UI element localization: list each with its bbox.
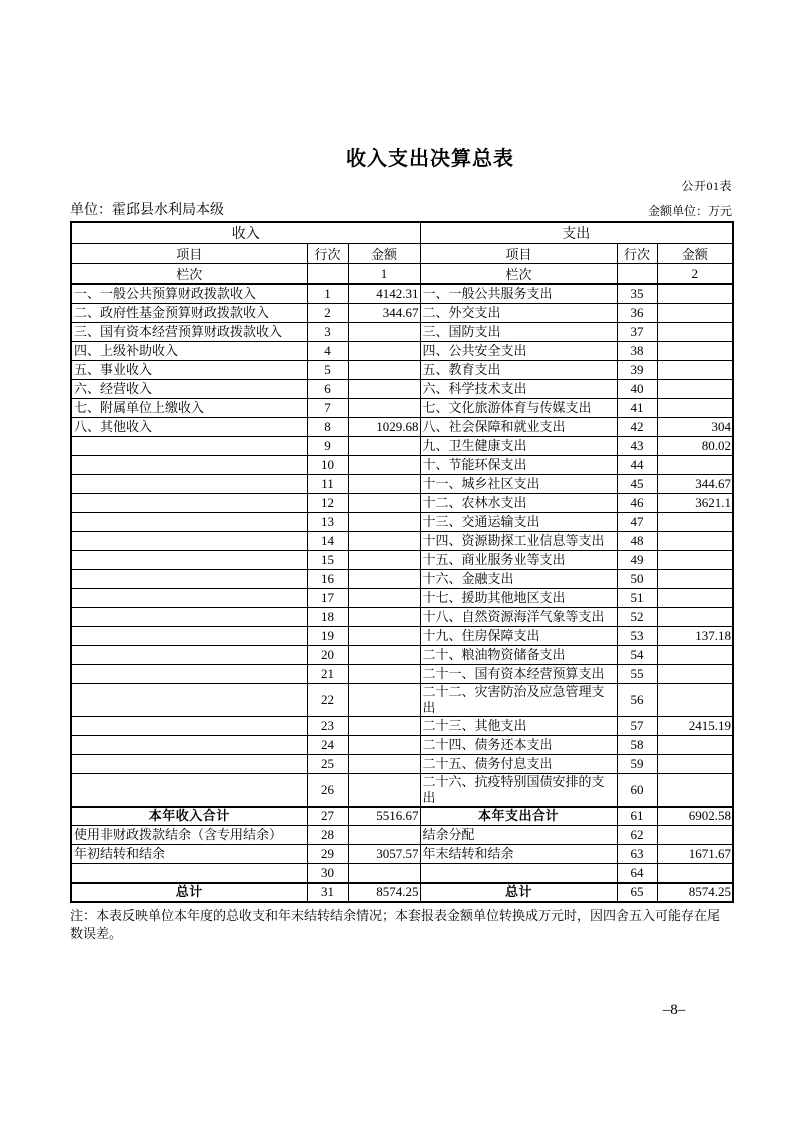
expense-amount-cell [657, 531, 733, 550]
table-row [71, 493, 733, 512]
expense-section-header: 支出 [420, 222, 733, 244]
expense-amount-cell: 8574.25 [657, 883, 733, 902]
expense-rowno-cell: 45 [617, 474, 657, 493]
footnote: 注：本表反映单位本年度的总收支和年末结转结余情况；本套报表金额单位转换成万元时，因四舍五入可能存在尾数误差。 [70, 907, 721, 941]
expense-item-cell: 十八、自然资源海洋气象等支出 [420, 607, 617, 626]
income-rowno-cell: 18 [307, 607, 348, 626]
expense-item-cell: 二十四、债务还本支出 [420, 735, 617, 754]
income-amount-cell [348, 664, 420, 683]
expense-item-cell: 三、国防支出 [420, 322, 617, 341]
expense-item-cell: 十二、农林水支出 [420, 493, 617, 512]
expense-amount-cell [657, 735, 733, 754]
income-amount-cell [348, 493, 420, 512]
expense-item-cell: 本年支出合计 [420, 807, 617, 826]
expense-amount-cell [657, 607, 733, 626]
expense-item-cell: 二十六、抗疫特别国债安排的支出 [420, 773, 617, 807]
page-title: 收入支出决算总表 [346, 148, 514, 170]
income-rowno-cell: 2 [307, 303, 348, 322]
income-item-cell [71, 512, 307, 531]
income-rowno-cell: 21 [307, 664, 348, 683]
income-item-cell: 八、其他收入 [71, 417, 307, 436]
table-row [71, 845, 733, 864]
expense-item-cell: 结余分配 [420, 826, 617, 845]
expense-amount-cell [657, 455, 733, 474]
income-amount-cell [348, 864, 420, 883]
income-item-cell [71, 735, 307, 754]
table-row [71, 512, 733, 531]
table-body [71, 284, 733, 902]
expense-amount-cell [657, 284, 733, 303]
column-index-row [71, 264, 733, 285]
expense-item-cell: 二十、粮油物资储备支出 [420, 645, 617, 664]
table-row [71, 474, 733, 493]
expense-amount-cell: 80.02 [657, 436, 733, 455]
table-row [71, 531, 733, 550]
table-row [71, 626, 733, 645]
expense-amount-cell: 6902.58 [657, 807, 733, 826]
expense-rowno-cell: 44 [617, 455, 657, 474]
expense-rowno-cell: 48 [617, 531, 657, 550]
income-item-cell [71, 664, 307, 683]
income-rowno-cell: 13 [307, 512, 348, 531]
income-rowno-cell: 24 [307, 735, 348, 754]
expense-rowno-cell: 40 [617, 379, 657, 398]
income-item-cell: 年初结转和结余 [71, 845, 307, 864]
expense-item-cell: 五、教育支出 [420, 360, 617, 379]
expense-rowno-cell: 35 [617, 284, 657, 303]
income-item-cell [71, 864, 307, 883]
income-amount-cell [348, 436, 420, 455]
table-row [71, 826, 733, 845]
income-item-cell [71, 588, 307, 607]
expense-rowno-cell: 60 [617, 773, 657, 807]
expense-amount-cell [657, 341, 733, 360]
income-lanci-label: 栏次 [71, 264, 307, 285]
expense-item-cell: 六、科学技术支出 [420, 379, 617, 398]
expense-amount-cell [657, 773, 733, 807]
expense-amount-cell [657, 664, 733, 683]
expense-rowno-cell: 37 [617, 322, 657, 341]
expense-item-cell: 十三、交通运输支出 [420, 512, 617, 531]
table-row [71, 773, 733, 807]
income-item-cell: 本年收入合计 [71, 807, 307, 826]
expense-amount-cell: 137.18 [657, 626, 733, 645]
income-amount-cell [348, 512, 420, 531]
income-item-cell [71, 645, 307, 664]
table-row [71, 664, 733, 683]
income-amount-cell [348, 588, 420, 607]
final-accounts-table [70, 221, 734, 903]
expense-rowno-cell: 64 [617, 864, 657, 883]
income-item-cell: 七、附属单位上缴收入 [71, 398, 307, 417]
income-rowno-header: 行次 [307, 244, 348, 264]
income-item-cell [71, 455, 307, 474]
table-row [71, 284, 733, 303]
income-rowno-cell: 30 [307, 864, 348, 883]
expense-rowno-cell: 47 [617, 512, 657, 531]
income-item-cell [71, 773, 307, 807]
expense-rowno-cell: 63 [617, 845, 657, 864]
table-row [71, 398, 733, 417]
income-amount-cell [348, 474, 420, 493]
income-rowno-cell: 7 [307, 398, 348, 417]
income-amount-cell [348, 360, 420, 379]
expense-rowno-cell: 36 [617, 303, 657, 322]
income-amount-cell [348, 455, 420, 474]
income-item-cell [71, 683, 307, 716]
income-item-cell [71, 531, 307, 550]
income-amount-cell [348, 645, 420, 664]
income-item-cell [71, 493, 307, 512]
expense-amount-cell [657, 754, 733, 773]
income-rowno-cell: 31 [307, 883, 348, 902]
expense-rowno-cell: 54 [617, 645, 657, 664]
expense-item-cell: 四、公共安全支出 [420, 341, 617, 360]
expense-rowno-cell: 52 [617, 607, 657, 626]
unit-line [70, 199, 732, 219]
expense-lanci-blank [617, 264, 657, 285]
expense-amount-cell [657, 379, 733, 398]
income-rowno-cell: 22 [307, 683, 348, 716]
expense-item-cell: 十七、援助其他地区支出 [420, 588, 617, 607]
income-amount-cell [348, 379, 420, 398]
income-rowno-cell: 17 [307, 588, 348, 607]
expense-rowno-cell: 56 [617, 683, 657, 716]
column-header-row [71, 244, 733, 264]
expense-amount-cell: 1671.67 [657, 845, 733, 864]
income-rowno-cell: 20 [307, 645, 348, 664]
unit-label: 单位：霍邱县水利局本级 [70, 203, 224, 218]
expense-amount-header: 金额 [657, 244, 733, 264]
table-row [71, 360, 733, 379]
page-content [70, 0, 732, 943]
expense-item-cell: 九、卫生健康支出 [420, 436, 617, 455]
expense-rowno-cell: 62 [617, 826, 657, 845]
page-number: –8– [662, 1002, 686, 1018]
income-rowno-cell: 28 [307, 826, 348, 845]
table-row [71, 716, 733, 735]
income-rowno-cell: 26 [307, 773, 348, 807]
expense-item-header: 项目 [420, 244, 617, 264]
income-item-cell [71, 716, 307, 735]
income-amount-cell [348, 569, 420, 588]
income-section-header: 收入 [71, 222, 420, 244]
income-rowno-cell: 1 [307, 284, 348, 303]
expense-amount-cell [657, 588, 733, 607]
income-rowno-cell: 27 [307, 807, 348, 826]
expense-amount-cell [657, 512, 733, 531]
income-item-cell [71, 754, 307, 773]
income-item-cell: 四、上级补助收入 [71, 341, 307, 360]
income-amount-cell [348, 754, 420, 773]
expense-item-cell: 十、节能环保支出 [420, 455, 617, 474]
income-item-cell [71, 436, 307, 455]
income-amount-cell: 344.67 [348, 303, 420, 322]
income-amount-cell [348, 683, 420, 716]
expense-rowno-cell: 38 [617, 341, 657, 360]
income-rowno-cell: 16 [307, 569, 348, 588]
income-amount-cell [348, 716, 420, 735]
expense-rowno-cell: 58 [617, 735, 657, 754]
income-item-cell [71, 626, 307, 645]
income-item-cell: 五、事业收入 [71, 360, 307, 379]
expense-rowno-cell: 53 [617, 626, 657, 645]
income-rowno-cell: 8 [307, 417, 348, 436]
table-row [71, 417, 733, 436]
income-rowno-cell: 11 [307, 474, 348, 493]
table-row [71, 569, 733, 588]
expense-rowno-cell: 49 [617, 550, 657, 569]
income-amount-cell [348, 341, 420, 360]
income-item-cell: 三、国有资本经营预算财政拨款收入 [71, 322, 307, 341]
expense-rowno-cell: 41 [617, 398, 657, 417]
income-amount-cell [348, 773, 420, 807]
income-rowno-cell: 9 [307, 436, 348, 455]
expense-amount-cell: 2415.19 [657, 716, 733, 735]
table-row [71, 754, 733, 773]
expense-amount-cell: 344.67 [657, 474, 733, 493]
income-item-header: 项目 [71, 244, 307, 264]
income-column-number: 1 [348, 264, 420, 285]
income-item-cell [71, 607, 307, 626]
expense-rowno-cell: 50 [617, 569, 657, 588]
table-row [71, 645, 733, 664]
expense-item-cell: 七、文化旅游体育与传媒支出 [420, 398, 617, 417]
expense-rowno-cell: 57 [617, 716, 657, 735]
income-item-cell: 一、一般公共预算财政拨款收入 [71, 284, 307, 303]
income-item-cell [71, 569, 307, 588]
income-rowno-cell: 12 [307, 493, 348, 512]
expense-rowno-cell: 55 [617, 664, 657, 683]
expense-amount-cell [657, 303, 733, 322]
income-amount-cell [348, 398, 420, 417]
income-rowno-cell: 4 [307, 341, 348, 360]
table-row [71, 303, 733, 322]
table-code-label: 公开01表 [681, 179, 732, 193]
section-header-row [71, 222, 733, 244]
income-item-cell [71, 550, 307, 569]
expense-column-number: 2 [657, 264, 733, 285]
expense-amount-cell [657, 826, 733, 845]
expense-rowno-cell: 61 [617, 807, 657, 826]
table-row [71, 588, 733, 607]
expense-amount-cell: 3621.1 [657, 493, 733, 512]
expense-item-cell: 年末结转和结余 [420, 845, 617, 864]
income-amount-cell: 1029.68 [348, 417, 420, 436]
expense-rowno-cell: 42 [617, 417, 657, 436]
income-item-cell: 使用非财政拨款结余（含专用结余） [71, 826, 307, 845]
expense-amount-cell [657, 322, 733, 341]
expense-item-cell: 一、一般公共服务支出 [420, 284, 617, 303]
income-amount-cell [348, 322, 420, 341]
table-row [71, 735, 733, 754]
income-amount-cell [348, 626, 420, 645]
income-amount-cell [348, 531, 420, 550]
expense-amount-cell [657, 360, 733, 379]
expense-item-cell: 二、外交支出 [420, 303, 617, 322]
expense-item-cell: 总计 [420, 883, 617, 902]
income-rowno-cell: 23 [307, 716, 348, 735]
income-rowno-cell: 6 [307, 379, 348, 398]
income-item-cell: 六、经营收入 [71, 379, 307, 398]
expense-item-cell: 十四、资源勘探工业信息等支出 [420, 531, 617, 550]
income-item-cell: 二、政府性基金预算财政拨款收入 [71, 303, 307, 322]
income-rowno-cell: 19 [307, 626, 348, 645]
table-row [71, 883, 733, 902]
income-amount-cell [348, 826, 420, 845]
expense-amount-cell [657, 683, 733, 716]
income-amount-header: 金额 [348, 244, 420, 264]
table-row [71, 455, 733, 474]
income-lanci-blank [307, 264, 348, 285]
expense-amount-cell: 304 [657, 417, 733, 436]
expense-amount-cell [657, 550, 733, 569]
income-rowno-cell: 15 [307, 550, 348, 569]
expense-rowno-cell: 39 [617, 360, 657, 379]
expense-item-cell [420, 864, 617, 883]
income-amount-cell: 5516.67 [348, 807, 420, 826]
income-rowno-cell: 14 [307, 531, 348, 550]
table-row [71, 683, 733, 716]
expense-lanci-label: 栏次 [420, 264, 617, 285]
expense-amount-cell [657, 398, 733, 417]
table-row [71, 864, 733, 883]
income-rowno-cell: 25 [307, 754, 348, 773]
expense-rowno-cell: 46 [617, 493, 657, 512]
expense-amount-cell [657, 569, 733, 588]
expense-item-cell: 二十一、国有资本经营预算支出 [420, 664, 617, 683]
income-amount-cell [348, 550, 420, 569]
income-item-cell: 总计 [71, 883, 307, 902]
expense-rowno-cell: 59 [617, 754, 657, 773]
amount-unit-label: 金额单位：万元 [647, 204, 732, 218]
income-amount-cell [348, 735, 420, 754]
expense-rowno-header: 行次 [617, 244, 657, 264]
table-row [71, 607, 733, 626]
expense-item-cell: 十一、城乡社区支出 [420, 474, 617, 493]
expense-rowno-cell: 65 [617, 883, 657, 902]
income-item-cell [71, 474, 307, 493]
income-amount-cell [348, 607, 420, 626]
table-row [71, 379, 733, 398]
expense-item-cell: 二十二、灾害防治及应急管理支出 [420, 683, 617, 716]
expense-amount-cell [657, 645, 733, 664]
expense-item-cell: 十六、金融支出 [420, 569, 617, 588]
income-rowno-cell: 3 [307, 322, 348, 341]
income-rowno-cell: 29 [307, 845, 348, 864]
income-amount-cell: 8574.25 [348, 883, 420, 902]
expense-rowno-cell: 51 [617, 588, 657, 607]
income-amount-cell: 3057.57 [348, 845, 420, 864]
table-row [71, 322, 733, 341]
expense-item-cell: 十九、住房保障支出 [420, 626, 617, 645]
expense-item-cell: 二十三、其他支出 [420, 716, 617, 735]
table-row [71, 436, 733, 455]
expense-rowno-cell: 43 [617, 436, 657, 455]
table-row [71, 341, 733, 360]
expense-item-cell: 八、社会保障和就业支出 [420, 417, 617, 436]
expense-item-cell: 二十五、债务付息支出 [420, 754, 617, 773]
table-row [71, 807, 733, 826]
expense-item-cell: 十五、商业服务业等支出 [420, 550, 617, 569]
expense-amount-cell [657, 864, 733, 883]
income-rowno-cell: 5 [307, 360, 348, 379]
income-amount-cell: 4142.31 [348, 284, 420, 303]
table-row [71, 550, 733, 569]
income-rowno-cell: 10 [307, 455, 348, 474]
